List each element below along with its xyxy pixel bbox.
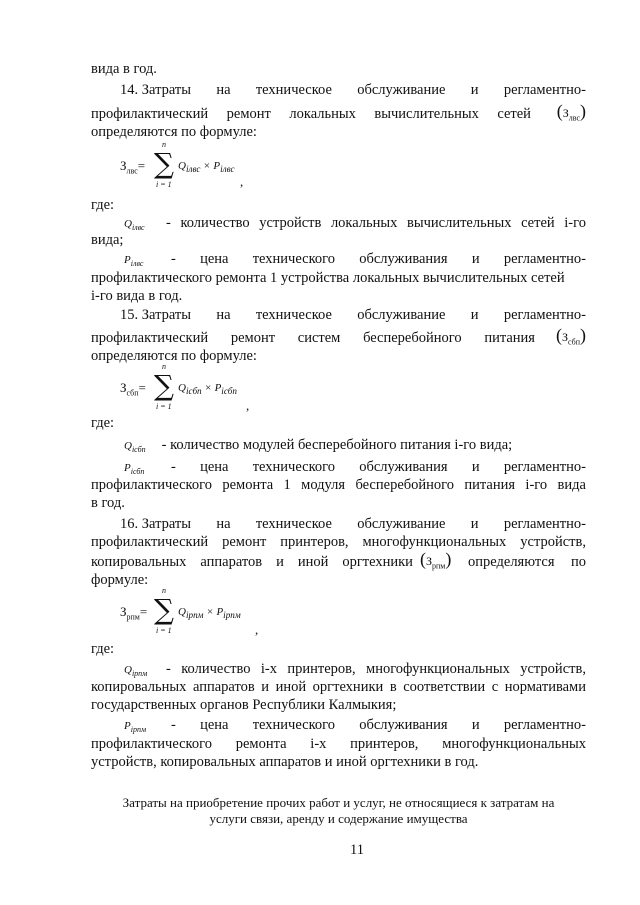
- text-line: [91, 678, 586, 696]
- word: устройств,: [520, 661, 586, 677]
- word: технического: [252, 251, 335, 267]
- formula-rhs: $Q_{iрпм} \times P_{iрпм}$: [178, 606, 241, 621]
- word: i-х: [260, 661, 277, 677]
- word: ремонта: [235, 736, 287, 752]
- word: питания: [464, 477, 516, 493]
- paragraph-14-line3: определяются по формуле:: [91, 124, 257, 140]
- word: 15. Затраты: [120, 307, 191, 323]
- word: цена: [200, 251, 229, 267]
- section-heading-line2: услуги связи, аренду и содержание имущества: [209, 811, 468, 826]
- word: оргтехники: [312, 679, 384, 695]
- formula-lhs: $З_{сбп}=$: [120, 380, 146, 398]
- word: модуля: [301, 477, 346, 493]
- section-heading-line1: Затраты на приобретение прочих работ и услуг, не относящиеся к затратам на: [122, 795, 555, 810]
- word: бесперебойного: [363, 330, 462, 346]
- word: регламентно-: [503, 516, 586, 532]
- word: i-го: [525, 477, 548, 493]
- word: копировальных: [91, 679, 187, 695]
- word: оргтехники: [342, 554, 413, 570]
- word: сетей: [497, 106, 531, 122]
- word: принтеров,: [350, 736, 419, 752]
- paragraph-14-line2: профилактический ремонт локальных вычислительных сетей $(З_{лвс})$: [91, 101, 586, 123]
- text-line: устройств, копировальных аппаратов и иной оргтехники в год.: [91, 754, 479, 770]
- paragraph-16-line4: формуле:: [91, 572, 149, 588]
- word: и: [470, 307, 479, 323]
- word: и: [470, 516, 479, 532]
- word: техническое: [255, 82, 332, 98]
- sum-upper-limit: n: [162, 140, 166, 149]
- word: и: [471, 459, 480, 475]
- sum-lower-limit: i = 1: [156, 180, 172, 189]
- word: ремонт: [222, 534, 267, 550]
- paragraph-16-line1: [120, 515, 586, 533]
- sum-lower-limit: i = 1: [156, 626, 172, 635]
- word: на: [216, 307, 231, 323]
- sum-upper-limit: n: [162, 362, 166, 371]
- word: регламентно-: [503, 307, 586, 323]
- formula-rpm: [120, 586, 260, 638]
- word: количество: [181, 661, 251, 677]
- word: обслуживание: [357, 82, 446, 98]
- word: и: [471, 251, 480, 267]
- definition-p-rpm: $P_{iрпм}$ - цена технического обслуживания и регламентно-: [124, 717, 586, 735]
- word: устройств: [259, 215, 322, 231]
- word: ремонт: [230, 330, 276, 346]
- text-line: i-го вида в год.: [91, 288, 183, 304]
- where-label: где:: [91, 415, 115, 431]
- word: -: [166, 215, 171, 231]
- paragraph-16-line3: копировальных аппаратов и иной оргтехники $(З_{рпм})$ определяются по: [91, 549, 586, 571]
- word: обслуживание: [357, 307, 446, 323]
- formula-lhs: $З_{рпм}=$: [120, 604, 148, 622]
- definition-q-rpm: $Q_{iрпм}$ - количество i-х принтеров, многофункциональных устройств,: [124, 661, 586, 679]
- sum-icon: ∑: [154, 147, 174, 180]
- word: и: [470, 82, 479, 98]
- word: принтеров,: [287, 661, 356, 677]
- word: вида: [557, 477, 586, 493]
- word: определяются: [468, 554, 555, 570]
- text-line: в год.: [91, 495, 125, 511]
- word: -: [171, 459, 176, 475]
- word: сетей: [521, 215, 555, 231]
- word: профилактический: [91, 106, 209, 122]
- word: профилактический: [91, 534, 209, 550]
- word: цена: [200, 717, 229, 733]
- word: систем: [297, 330, 341, 346]
- word: иной: [275, 679, 307, 695]
- formula-lvs: [120, 140, 260, 192]
- word: i-го: [564, 215, 586, 231]
- word: нормативами: [504, 679, 586, 695]
- formula-lhs: $З_{лвс}=$: [120, 158, 146, 176]
- word: количество: [180, 215, 250, 231]
- sum-upper-limit: n: [162, 586, 166, 595]
- word: вычислительных: [407, 215, 512, 231]
- word: аппаратов: [200, 554, 263, 570]
- word: многофункциональных: [362, 534, 507, 550]
- word: устройств,: [520, 534, 586, 550]
- word: -: [166, 661, 171, 677]
- word: i-х: [310, 736, 327, 752]
- word: технического: [252, 459, 335, 475]
- page-number: 11: [350, 842, 364, 858]
- word: профилактический: [91, 330, 209, 346]
- word: 14. Затраты: [120, 82, 191, 98]
- where-label: где:: [91, 641, 115, 657]
- word: по: [570, 554, 586, 570]
- word: технического: [252, 717, 335, 733]
- formula-rhs: $Q_{iлвс} \times P_{iлвс}$: [178, 160, 235, 175]
- word: с: [491, 679, 499, 695]
- sum-icon: ∑: [154, 593, 174, 626]
- paragraph-15-line2: профилактический ремонт систем бесперебойного питания $(З_{сбп})$: [91, 325, 586, 347]
- paragraph-14-line1: [120, 81, 586, 99]
- definition-p-sbp: $P_{iсбп}$ - цена технического обслуживания и регламентно-: [124, 459, 586, 477]
- definition-q-lvs: $Q_{iлвс}$ - количество устройств локальных вычислительных сетей i-го: [124, 215, 586, 233]
- word: принтеров,: [280, 534, 349, 550]
- word: на: [216, 82, 231, 98]
- sum-icon: ∑: [154, 369, 174, 402]
- text-line: вида;: [91, 232, 124, 248]
- word: вычислительных: [374, 106, 479, 122]
- word: регламентно-: [503, 82, 586, 98]
- word: регламентно-: [503, 717, 586, 733]
- text-line: [91, 476, 586, 494]
- text-line: [91, 735, 586, 753]
- word: обслуживания: [359, 459, 448, 475]
- word: иной: [297, 554, 329, 570]
- word: -: [171, 717, 176, 733]
- word: цена: [200, 459, 229, 475]
- word: ремонт: [226, 106, 271, 122]
- word: регламентно-: [503, 251, 586, 267]
- word: многофункциональных: [442, 736, 586, 752]
- text-line: государственных органов Республики Калмыкия;: [91, 697, 397, 713]
- word: аппаратов: [192, 679, 255, 695]
- word: обслуживание: [357, 516, 446, 532]
- word: и: [261, 679, 270, 695]
- word: в: [389, 679, 397, 695]
- word: бесперебойного: [355, 477, 454, 493]
- word: локальных: [330, 215, 398, 231]
- document-page: вида в год. 14. Затраты на техническое обслуживание и регламентно- профилактический ремонт локальных вычислительных сетей $(З_{лвс})$ определяются по формуле: $З_{лвс}=$ n ∑ i = 1 $Q_{iлвс} \times P_{iлвс}$ , где: $Q_{iлвс}$ - количество устройств локальных вычислительных сетей i-го вида; $P_{iлвс}$ - цена технического обслуживания и регламентно- профилактического ремонта 1 устройства локальных вычислительных сетей i-го вида в год. 15. Затраты на техническое обслуживание и регламентно- профилактический ремонт систем бесперебойного питания $(З_{сбп})$ определяются по формуле: $З_{сбп}=$ n ∑ i = 1 $Q_{iсбп} \times P_{iсбп}$ , где: $Q_{iсбп}$ - количество модулей бесперебойного питания i-го вида; $P_{iсбп}$ - цена технического обслуживания и регламентно- профилактического ремонта 1 модуля бесперебойного питания i-го вида в год. 16. Затраты на техническое обслуживание и регламентно- профилактический ремонт принтеров, многофункциональных устройств, копировальных аппаратов и иной оргтехники $(З_{рпм})$ определяются по формуле: $З_{рпм}=$ n ∑ i = 1 $Q_{iрпм} \times P_{iрпм}$ , где: $Q_{iрпм}$ - количество i-х принтеров, многофункциональных устройств, копировальных аппаратов и иной оргтехники в соответствии с нормативами государственных органов Республики Калмыкия; $P_{iрпм}$ - цена технического обслуживания и регламентно- профилактического ремонта i-х принтеров, многофункциональных устройств, копировальных аппаратов и иной оргтехники в год. Затраты на приобретение прочих работ и услуг, не относящиеся к затратам на услуги связи, аренду и содержание имущества 11: [91, 61, 586, 858]
- word: ремонта: [222, 477, 274, 493]
- word: на: [216, 516, 231, 532]
- word: многофункциональных: [366, 661, 510, 677]
- formula-rhs: $Q_{iсбп} \times P_{iсбп}$: [178, 382, 237, 397]
- word: обслуживания: [359, 717, 448, 733]
- word: техническое: [255, 307, 332, 323]
- paragraph-15-line1: [120, 306, 586, 324]
- word: техническое: [255, 516, 332, 532]
- formula-sbp: [120, 362, 260, 414]
- definition-p-lvs: $P_{iлвс}$ - цена технического обслуживания и регламентно-: [124, 251, 586, 269]
- text-line: вида в год.: [91, 61, 157, 77]
- sum-lower-limit: i = 1: [156, 402, 172, 411]
- word: локальных: [289, 106, 356, 122]
- word: и: [471, 717, 480, 733]
- word: питания: [484, 330, 535, 346]
- word: обслуживания: [359, 251, 448, 267]
- word: -: [171, 251, 176, 267]
- word: соответствии: [403, 679, 486, 695]
- word: и: [276, 554, 284, 570]
- word: копировальных: [91, 554, 187, 570]
- where-label: где:: [91, 197, 115, 213]
- paragraph-16-line2: [91, 533, 586, 551]
- word: профилактического: [91, 477, 212, 493]
- word: 1: [283, 477, 291, 493]
- word: профилактического: [91, 736, 212, 752]
- word: 16. Затраты: [120, 516, 191, 532]
- text-line: профилактического ремонта 1 устройства локальных вычислительных сетей: [91, 270, 565, 286]
- paragraph-15-line3: определяются по формуле:: [91, 348, 257, 364]
- word: регламентно-: [503, 459, 586, 475]
- definition-q-sbp: $Q_{iсбп}$ - количество модулей бесперебойного питания i-го вида;: [124, 437, 513, 455]
